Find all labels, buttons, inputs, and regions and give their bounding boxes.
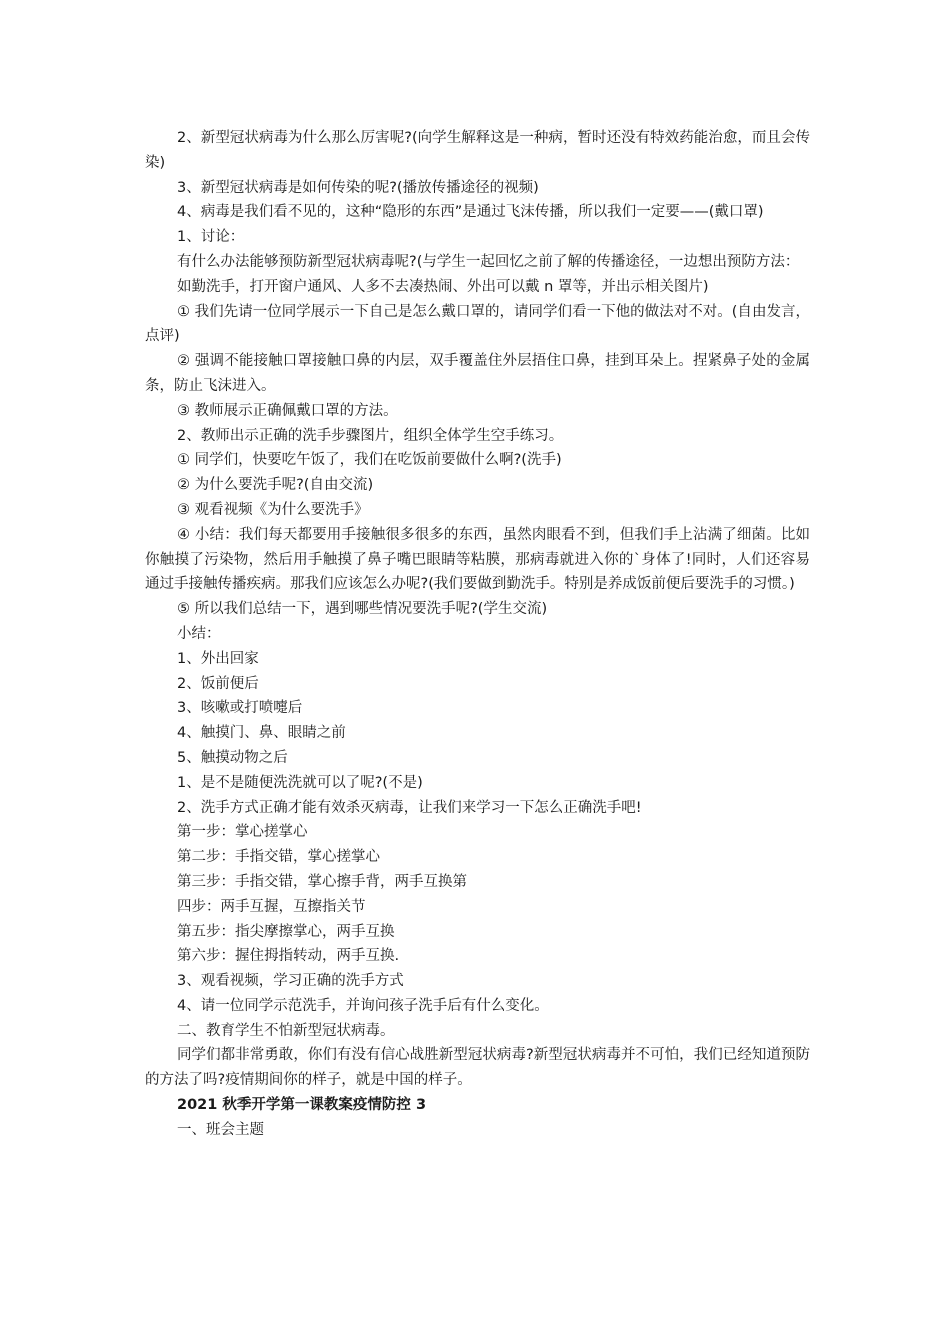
paragraph: 2、教师出示正确的洗手步骤图片，组织全体学生空手练习。 <box>177 427 564 444</box>
paragraph: ① 同学们，快要吃午饭了，我们在吃饭前要做什么啊?(洗手) <box>177 452 562 469</box>
step-item: 第五步：指尖摩擦掌心，两手互换 <box>177 923 395 940</box>
list-item: 4、触摸门、鼻、眼睛之前 <box>177 725 346 742</box>
paragraph: 4、病毒是我们看不见的，这种“隐形的东西”是通过飞沫传播，所以我们一定要——(戴口罩) <box>177 204 764 221</box>
paragraph: 3、新型冠状病毒是如何传染的呢?(播放传播途径的视频) <box>177 179 539 196</box>
step-item: 第一步：掌心搓掌心 <box>177 824 308 841</box>
section-heading: 一、班会主题 <box>177 1121 264 1138</box>
paragraph: 有什么办法能够预防新型冠状病毒呢?(与学生一起回忆之前了解的传播途径，一边想出预防方法： <box>177 253 800 270</box>
paragraph: 1、讨论： <box>177 229 245 246</box>
paragraph: 同学们都非常勇敢，你们有没有信心战胜新型冠状病毒?新型冠状病毒并不可怕，我们已经知道预防的方法了吗?疫情期间你的样子，就是中国的样子。 <box>145 1047 810 1089</box>
step-item: 第三步：手指交错，掌心擦手背，两手互换第 <box>177 873 467 890</box>
paragraph: 2、新型冠状病毒为什么那么厉害呢?(向学生解释这是一种病，暂时还没有特效药能治愈，而且会传染) <box>145 130 810 171</box>
paragraph: 小结： <box>177 625 221 642</box>
list-item: 5、触摸动物之后 <box>177 749 288 766</box>
paragraph: ③ 教师展示正确佩戴口罩的方法。 <box>177 402 398 419</box>
paragraph: ④ 小结：我们每天都要用手接触很多很多的东西，虽然肉眼看不到，但我们手上沾满了细菌。比如你触摸了污染物，然后用手触摸了鼻子嘴巴眼睛等粘膜，那病毒就进入你的`身体了!同时，人们还容易通过手接触传播疾病。那我们应该怎么办呢?(我们要做到勤洗手。特别是养成饭前便后要洗手的习惯。) <box>145 526 810 593</box>
list-item: 1、外出回家 <box>177 650 259 667</box>
list-item: 3、咳嗽或打喷嚏后 <box>177 700 303 717</box>
list-item: 2、饭前便后 <box>177 675 259 692</box>
paragraph: 4、请一位同学示范洗手，并询问孩子洗手后有什么变化。 <box>177 997 549 1014</box>
step-item: 第二步：手指交错，掌心搓掌心 <box>177 849 380 866</box>
step-item: 第六步：握住拇指转动，两手互换. <box>177 948 400 965</box>
paragraph: 1、是不是随便洗洗就可以了呢?(不是) <box>177 774 423 791</box>
paragraph: ② 强调不能接触口罩接触口鼻的内层，双手覆盖住外层捂住口鼻，挂到耳朵上。捏紧鼻子处的金属条，防止飞沫进入。 <box>145 353 810 394</box>
paragraph: 3、观看视频，学习正确的洗手方式 <box>177 973 404 990</box>
step-item: 四步：两手互握，互擦指关节 <box>177 898 366 915</box>
paragraph: ③ 观看视频《为什么要洗手》 <box>177 501 369 518</box>
paragraph: ① 我们先请一位同学展示一下自己是怎么戴口罩的，请同学们看一下他的做法对不对。(自由发言，点评) <box>145 303 810 345</box>
document-title: 2021 秋季开学第一课教案疫情防控 3 <box>177 1097 427 1114</box>
paragraph: 2、洗手方式正确才能有效杀灭病毒，让我们来学习一下怎么正确洗手吧! <box>177 799 642 816</box>
document-body <box>145 126 810 1143</box>
paragraph: ② 为什么要洗手呢?(自由交流) <box>177 477 374 494</box>
paragraph: 如勤洗手，打开窗户通风、人多不去凑热闹、外出可以戴 n 罩等，并出示相关图片) <box>177 278 709 295</box>
paragraph: ⑤ 所以我们总结一下，遇到哪些情况要洗手呢?(学生交流) <box>177 601 548 618</box>
section-heading: 二、教育学生不怕新型冠状病毒。 <box>177 1022 395 1039</box>
